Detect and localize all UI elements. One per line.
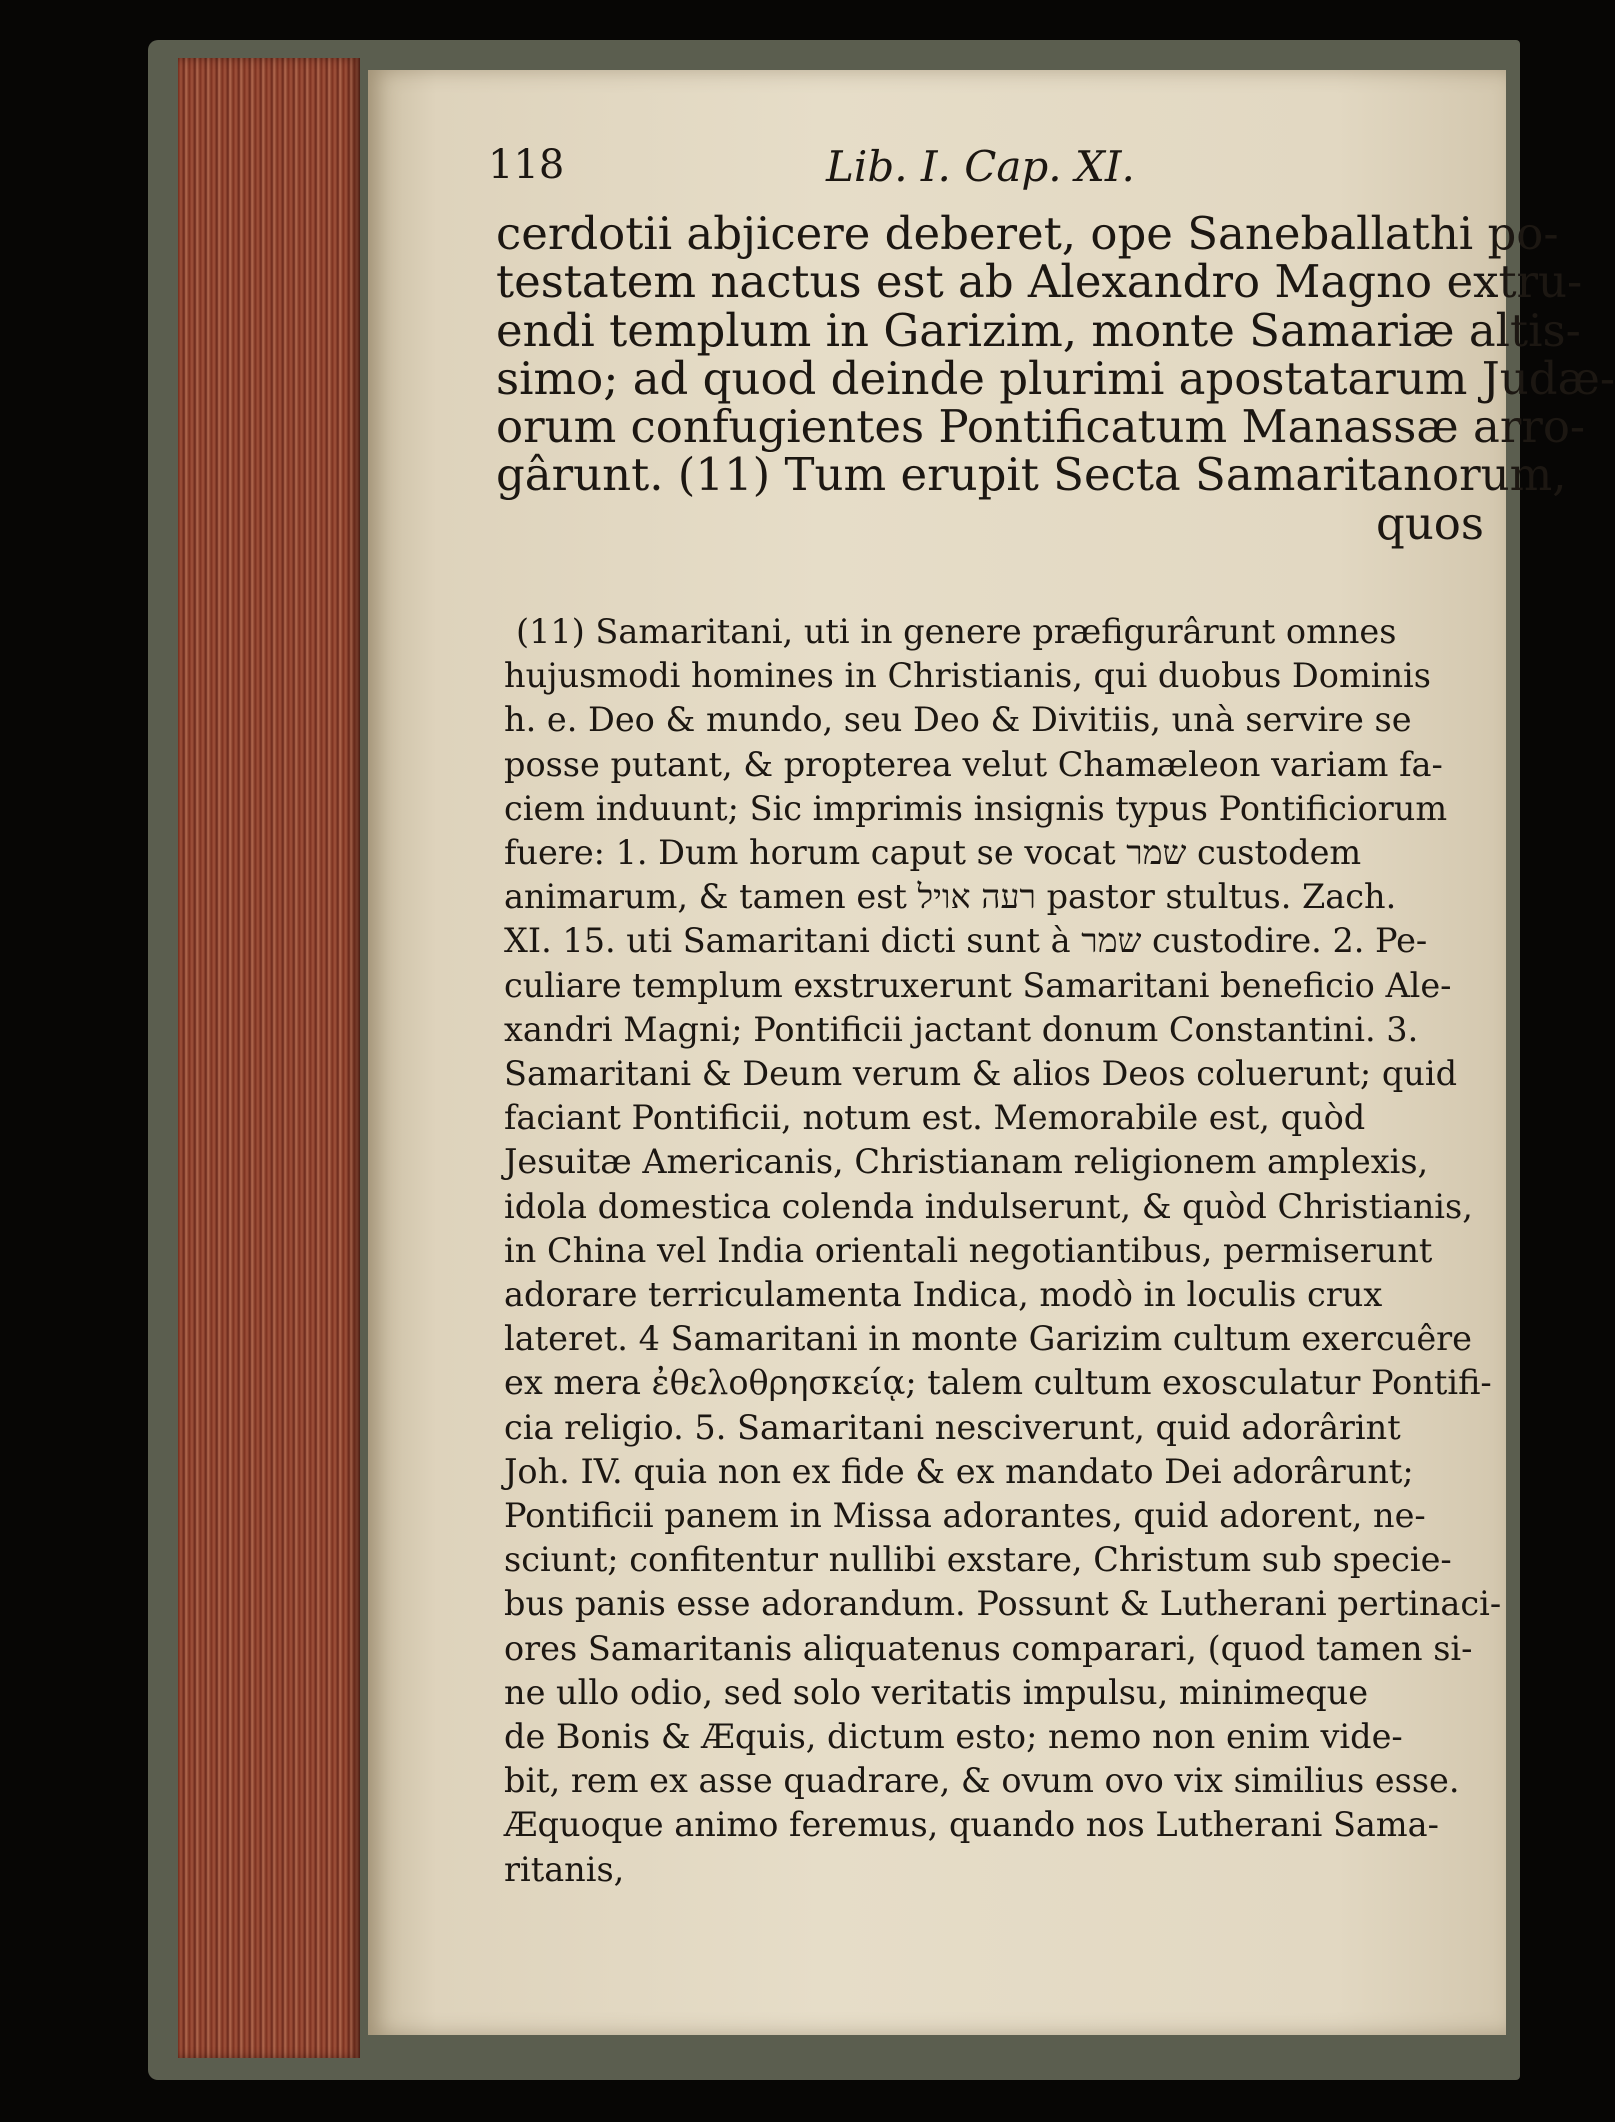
main-text-line: endi templum in Garizim, monte Samariæ altis-: [496, 303, 1581, 357]
main-text-line: testatem nactus est ab Alexandro Magno extru-: [496, 255, 1583, 309]
footnote-line: idola domestica colenda indulserunt, & quòd Christianis,: [504, 1186, 1473, 1226]
footnote-line: Samaritani & Deum verum & alios Deos coluerunt; quid: [504, 1054, 1458, 1094]
main-text: [496, 207, 1615, 550]
footnote-line: ex mera ἐθελοθρησκείᾳ; talem cultum exosculatur Pontifi-: [504, 1363, 1492, 1403]
footnote-line: animarum, & tamen est רעה אויל pastor stultus. Zach.: [504, 877, 1397, 917]
catchword: quos: [1376, 496, 1484, 550]
footnote: [504, 610, 1502, 1892]
footnote-line: (11) Samaritani, uti in genere præfigurârunt omnes: [516, 612, 1397, 651]
footnote-line: Jesuitæ Americanis, Christianam religionem amplexis,: [504, 1142, 1429, 1182]
footnote-line: Joh. IV. quia non ex fide & ex mandato Dei adorârunt;: [504, 1451, 1414, 1491]
footnote-line: Æquoque animo feremus, quando nos Lutherani Sama-: [504, 1805, 1439, 1845]
main-text-line: simo; ad quod deinde plurimi apostatarum Judæ-: [496, 351, 1615, 405]
footnote-line: h. e. Deo & mundo, seu Deo & Divitiis, unà servire se: [504, 700, 1412, 740]
footnote-line: in China vel India orientali negotiantibus, permiserunt: [504, 1230, 1433, 1270]
footnote-line: ne ullo odio, sed solo veritatis impulsu, minimeque: [504, 1672, 1369, 1712]
footnote-line: ciem induunt; Sic imprimis insignis typus Pontificiorum: [504, 788, 1448, 828]
main-text-line: cerdotii abjicere deberet, ope Saneballathi po-: [496, 207, 1559, 260]
main-text-line: gârunt. (11) Tum erupit Secta Samaritanorum,: [496, 448, 1567, 502]
page-edges: [178, 58, 360, 2058]
footnote-line: de Bonis & Æquis, dictum esto; nemo non enim vide-: [504, 1717, 1403, 1757]
footnote-line: faciant Pontificii, notum est. Memorabile est, quòd: [504, 1098, 1366, 1138]
footnote-line: ritanis,: [504, 1849, 625, 1889]
page-header: [488, 142, 1488, 202]
footnote-line: culiare templum exstruxerunt Samaritani beneficio Ale-: [504, 965, 1452, 1005]
footnote-line: Pontificii panem in Missa adorantes, quid adorent, ne-: [504, 1496, 1426, 1536]
footnote-line: sciunt; confitentur nullibi exstare, Christum sub specie-: [504, 1540, 1452, 1580]
main-text-line: orum confugientes Pontificatum Manassæ arro-: [496, 400, 1586, 454]
footnote-line: XI. 15. uti Samaritani dicti sunt à שמר custodire. 2. Pe-: [504, 921, 1428, 961]
book-page: [368, 70, 1615, 2035]
footnote-line: bus panis esse adorandum. Possunt & Lutherani pertinaci-: [504, 1584, 1502, 1624]
footnote-line: posse putant, & propterea velut Chamæleon variam fa-: [504, 744, 1443, 784]
footnote-line: ores Samaritanis aliquatenus comparari, (quod tamen si-: [504, 1628, 1473, 1668]
footnote-line: fuere: 1. Dum horum caput se vocat שמר custodem: [504, 833, 1362, 873]
footnote-line: hujusmodi homines in Christianis, qui duobus Dominis: [504, 656, 1431, 696]
footnote-line: lateret. 4 Samaritani in monte Garizim cultum exercuêre: [504, 1319, 1472, 1359]
footnote-line: cia religio. 5. Samaritani nesciverunt, quid adorârint: [504, 1407, 1401, 1447]
page-number: 118: [488, 142, 565, 188]
running-head: Lib. I. Cap. XI.: [826, 142, 1135, 191]
footnote-line: xandri Magni; Pontificii jactant donum Constantini. 3.: [504, 1009, 1419, 1049]
footnote-line: adorare terriculamenta Indica, modò in loculis crux: [504, 1275, 1383, 1315]
footnote-line: bit, rem ex asse quadrare, & ovum ovo vix similius esse.: [504, 1761, 1460, 1801]
